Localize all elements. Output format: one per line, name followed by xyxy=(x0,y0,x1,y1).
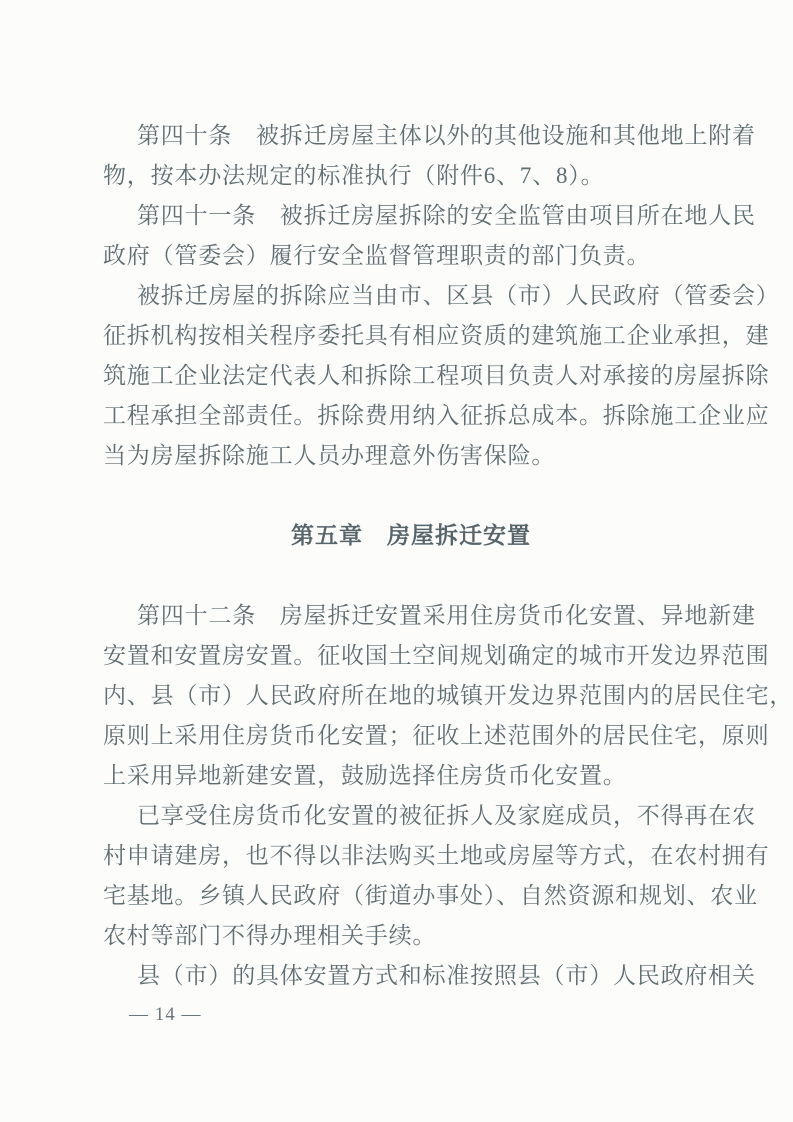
text-line: 征拆机构按相关程序委托具有相应资质的建筑施工企业承担，建 xyxy=(103,323,770,348)
text-line: 当为房屋拆除施工人员办理意外伤害保险。 xyxy=(103,443,556,468)
paragraph-article-41 xyxy=(103,196,773,276)
text-line: 被拆迁房屋的拆除应当由市、区县（市）人民政府（管委会） xyxy=(137,283,780,308)
text-line: 已享受住房货币化安置的被征拆人及家庭成员，不得再在农 xyxy=(137,803,756,828)
text-line: 村申请建房，也不得以非法购买土地或房屋等方式，在农村拥有 xyxy=(103,843,770,868)
text-line: 宅基地。乡镇人民政府（街道办事处）、自然资源和规划、农业 xyxy=(103,883,758,908)
text-line: 第四十二条 房屋拆迁安置采用住房货币化安置、异地新建 xyxy=(137,603,756,628)
text-line: 物，按本办法规定的标准执行（附件6、7、8）。 xyxy=(103,163,605,188)
text-line: 县（市）的具体安置方式和标准按照县（市）人民政府相关 xyxy=(137,963,756,988)
chapter-heading: 第五章 房屋拆迁安置 xyxy=(291,523,531,548)
paragraph-article-42-county xyxy=(103,956,773,996)
text-line: 安置和安置房安置。征收国土空间规划确定的城市开发边界范围 xyxy=(103,643,770,668)
text-line: 上采用异地新建安置，鼓励选择住房货币化安置。 xyxy=(103,763,627,788)
text-line: 原则上采用住房货币化安置；征收上述范围外的居民住宅，原则 xyxy=(103,723,770,748)
paragraph-article-42-monetized xyxy=(103,796,773,956)
text-line: 工程承担全部责任。拆除费用纳入征拆总成本。拆除施工企业应 xyxy=(103,403,770,428)
text-line: 第四十一条 被拆迁房屋拆除的安全监管由项目所在地人民 xyxy=(137,203,756,228)
page-number: — 14 — xyxy=(129,1004,202,1025)
text-line: 农村等部门不得办理相关手续。 xyxy=(103,923,437,948)
text-line: 内、县（市）人民政府所在地的城镇开发边界范围内的居民住宅， xyxy=(103,683,793,708)
paragraph-article-42 xyxy=(103,596,793,796)
document-body xyxy=(103,116,793,996)
paragraph-article-41-demolition xyxy=(103,276,780,476)
paragraph-article-40 xyxy=(103,116,773,196)
text-line: 第四十条 被拆迁房屋主体以外的其他设施和其他地上附着 xyxy=(137,123,756,148)
text-line: 政府（管委会）履行安全监督管理职责的部门负责。 xyxy=(103,243,651,268)
text-line: 筑施工企业法定代表人和拆除工程项目负责人对承接的房屋拆除 xyxy=(103,363,770,388)
